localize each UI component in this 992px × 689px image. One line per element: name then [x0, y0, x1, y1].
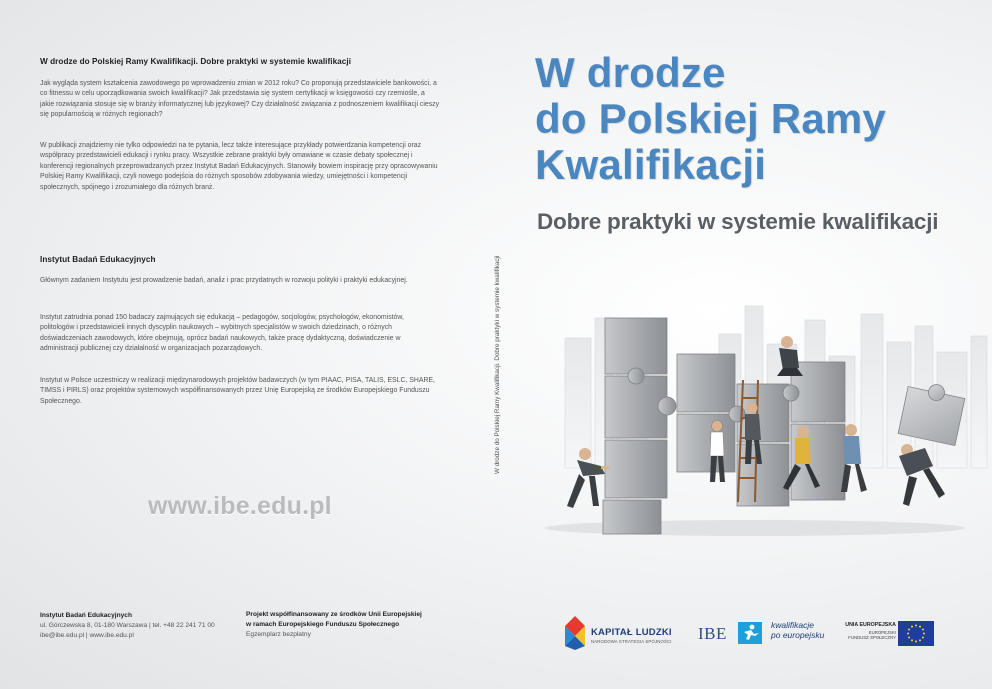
website-url: www.ibe.edu.pl — [148, 492, 332, 520]
address-line-1: ul. Górczewska 8, 01-180 Warszawa | tel. +48 22 241 71 00 — [40, 622, 215, 629]
back-cover-paragraph-2: W publikacji znajdziemy nie tylko odpowiedzi na te pytania, lecz także interesujące przykłady potwierdzania kompetencji oraz współpracy przedstawicieli edukacji i rynku pracy. Wszystkie zebrane praktyki były omawiane w czasie debaty społecznej i konferencji regionalnych przeprowadzanych przez Instytut Badań Edukacyjnych. Stanowiły bowiem inspirację przy opracowywaniu Polskiej Ramy Kwalifikacji, czyli nowego podejścia do różnych sposobów zdobywania wiedzy, umiejętności i kompetencji społecznych, spójnego i zrozumiałego dla różnych branż. — [40, 142, 438, 191]
project-funding-note — [246, 610, 422, 640]
kapital-ludzki-name: KAPITAŁ LUDZKI — [591, 627, 672, 638]
spine-text: W drodze do Polskiej Ramy Kwalifikacji. Dobre praktyki w systemie kwalifikacji — [494, 255, 501, 474]
eu-fund-line-2: FUNDUSZ SPOŁECZNY — [848, 635, 896, 641]
cover-title-line-2: do Polskiej Ramy — [535, 95, 886, 142]
ibe-logo — [698, 620, 764, 646]
kapital-ludzki-mark-icon — [565, 616, 585, 650]
institute-paragraph-3: Instytut w Polsce uczestniczy w realizacji międzynarodowych projektów badawczych (w tym PIAAC, PISA, TALIS, ESLC, SHARE, TIMSS i PIRLS) oraz projektów systemowych współfinansowanych przez Unię Europejską ze środków Europejskiego Funduszu Społecznego. — [40, 377, 435, 405]
kapital-ludzki-tagline: NARODOWA STRATEGIA SPÓJNOŚCI — [591, 639, 672, 644]
institute-paragraph-2: Instytut zatrudnia ponad 150 badaczy zajmujących się edukacją – pedagogów, socjologów, psychologów, ekonomistów, politologów i przedstawicieli innych dyscyplin naukowych – wybitnych specjalistów w swoich dziedzinach, o różnych doświadczeniach zawodowych, które obejmują, oprócz badań naukowych, także pracę dydaktyczną, doświadczenie w administracji publicznej czy działalność w organizacjach pozarządowych. — [40, 314, 404, 353]
project-line-2: w ramach Europejskiego Funduszu Społecznego — [246, 621, 400, 628]
eu-logo — [842, 620, 934, 650]
puzzle-illustration — [505, 280, 992, 560]
back-cover — [0, 0, 495, 689]
kwalifikacje-line-1: kwalifikacje — [771, 620, 814, 630]
back-cover-paragraph-1: Jak wygląda system kształcenia zawodowego po wprowadzeniu zmian w 2012 roku? Co proponują przedstawiciele bankowości, a co fitnessu w celu uporządkowania swoich kwalifikacji? Jak przedstawia się system certyfikacji w księgowości czy rzemiośle, a jakie rozwiązania stosuje się w branży informatycznej lub językowej? Czy działalność związania z podnoszeniem kwalifikacji cieszy się popularnością w różnych regionach? — [40, 80, 440, 119]
eu-fund-name — [848, 630, 896, 641]
cover-title — [535, 50, 886, 188]
cover-subtitle: Dobre praktyki w systemie kwalifikacji — [537, 209, 939, 234]
address-line-2: ibe@ibe.edu.pl | www.ibe.edu.pl — [40, 632, 134, 639]
address-institute-name: Instytut Badań Edukacyjnych — [40, 612, 132, 619]
institute-heading: Instytut Badań Edukacyjnych — [40, 255, 156, 264]
cover-title-line-3: Kwalifikacji — [535, 141, 767, 188]
project-line-1: Projekt współfinansowany ze środków Unii Europejskiej — [246, 611, 422, 618]
eu-name: UNIA EUROPEJSKA — [845, 622, 896, 628]
address-block — [40, 611, 215, 641]
kwalifikacje-line-2: po europejsku — [771, 630, 825, 640]
back-cover-title: W drodze do Polskiej Ramy Kwalifikacji. Dobre praktyki w systemie kwalifikacji — [40, 57, 352, 66]
project-line-3: Egzemplarz bezpłatny — [246, 631, 311, 638]
eu-flag-icon — [898, 621, 934, 646]
cover-title-line-1: W drodze — [535, 49, 726, 96]
ibe-logo-text: IBE — [698, 624, 727, 643]
ibe-figure-icon — [738, 622, 762, 644]
kwalifikacje-po-europejsku-logo — [771, 620, 824, 640]
eu-fund-line-1: EUROPEJSKI — [868, 630, 896, 635]
kapital-ludzki-logo — [565, 614, 685, 650]
institute-paragraph-1: Głównym zadaniem Instytutu jest prowadzenie badań, analiz i prac przydatnych w rozwoju polityki i praktyki edukacyjnej. — [40, 277, 408, 284]
